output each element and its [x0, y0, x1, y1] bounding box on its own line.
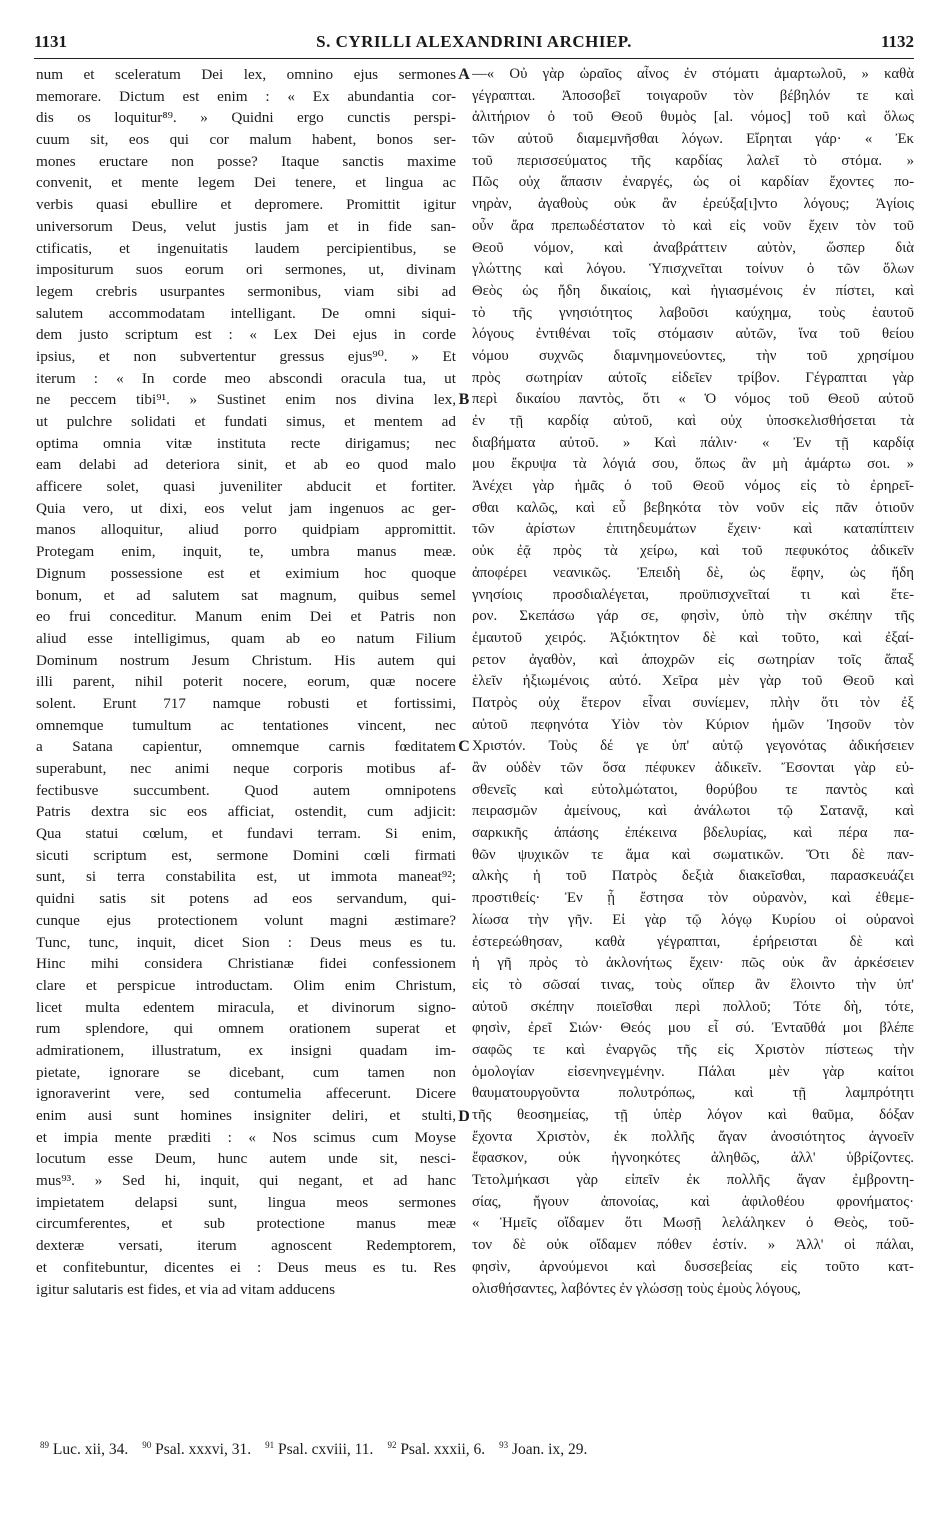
margin-marker-a: A [458, 66, 470, 83]
greek-text-line: φησὶν, ἐρεῖ Σιών· Θεός μου εἶ σύ. Ἐνταῦθά μοι βλέπε [472, 1020, 914, 1037]
footnote-reference: Luc. xii, 34. [52, 1441, 129, 1459]
greek-text-line: ἐστερεώθησαν, καθὰ γέγραπται, ἐρήρεισται δὲ καὶ [472, 933, 914, 950]
greek-text-line: τῆς θεοσημείας, τῇ ὑπὲρ λόγον καὶ θαῦμα, δόξαν [472, 1107, 914, 1123]
greek-text-line: περὶ δικαίου παντὸς, ὅτι « Ὁ νόμος τοῦ Θεοῦ αὐτοῦ [472, 391, 914, 408]
greek-text-line: Τετολμήκασι γὰρ εἰπεῖν ἐκ πολλῆς ἄγαν ἐμβροντη- [472, 1172, 914, 1189]
latin-text-line: eam delabi ad deteriora sinit, et ab eo quod malo [36, 456, 456, 474]
latin-text-line: salutem accommodatam intelligant. De omni siqui- [36, 304, 456, 322]
footnotes [40, 1440, 920, 1459]
latin-text-line: sicuti scriptum est, sermone Domini cœli firmati [36, 846, 456, 864]
greek-text-line: ἔχοντα Χριστὸν, ἐκ πολλῆς ἄγαν ἀνοσιότητος ἀγνοεῖν [472, 1128, 914, 1145]
greek-text-line: λόγους ἐντιθέναι τοῖς στόμασιν αὐτῶν, ἵνα τοῦ θείου [472, 326, 914, 343]
latin-text-line: iterum : « In corde meo abscondi oracula tua, ut [36, 369, 456, 387]
greek-text-line: ἑλεῖν ἠξιωμένοις αὐτό. Χεῖρα μὲν γὰρ τοῦ Θεοῦ καὶ [472, 673, 914, 690]
latin-text-line: eo frui conceditur. Manum enim Dei et Patris non [36, 608, 456, 626]
greek-column [472, 64, 914, 1300]
latin-text-line: omnemque tumultum ac tentationes vincent, nec [36, 716, 456, 734]
latin-text-line: Quia vero, ut dixi, eos velut jam ingenuos ac ger- [36, 499, 456, 517]
greek-text-line: Πῶς οὐχ ἅπασιν ἐναργές, ὡς οἱ καρδίαν ἔχοντες πο- [472, 174, 914, 191]
latin-text-line: afficere solet, quasi juveniliter abducit et fortiter. [36, 478, 456, 496]
greek-text-line: Χριστόν. Τοὺς δέ γε ὑπ' αὐτῷ γεγονότας ἀδικήσειεν [472, 738, 914, 755]
greek-text-line: νηρὰν, ἀγαθοὺς οὐκ ἂν ἐρεύξα[ι]ντο λόγους; Ἁγίοις [472, 196, 914, 213]
latin-text-line: cunque ejus protectionem volunt magni æstimare? [36, 911, 456, 929]
latin-text-line: dexteræ versati, iterum agnoscent Redemptorem, [36, 1237, 456, 1255]
footnote-reference: Psal. xxxii, 6. [400, 1441, 486, 1459]
greek-text-line: φησὶν, ἀρνούμενοι καὶ δυσσεβείας εἰς τοῦτο κατ- [472, 1258, 914, 1275]
footnote-number: 91 [265, 1440, 275, 1450]
latin-text-line: verbis quasi ebullire et depromere. Promittit igitur [36, 196, 456, 214]
latin-text-line: impietatem delapsi sunt, lingua meos sermones [36, 1193, 456, 1211]
greek-text-line: Θεὸς ὡς ἤδη δικαίοις, καὶ ἡγιασμένοις ἐν πίστει, καὶ [472, 282, 914, 299]
latin-text-line: licet multa edentem miracula, et divinorum signo- [36, 998, 456, 1016]
latin-text-line: dis os loquitur⁸⁹. » Quidni ergo cunctis perspi- [36, 109, 456, 127]
greek-text-line: ἔφασκον, οὐκ ἠγνοηκότες ἀληθῶς, ἀλλ' ὑβρίζοντες. [472, 1150, 914, 1167]
greek-text-line: τὸ τῆς γνησιότητος λαβοῦσι καύχημα, τοὺς ἑαυτοῦ [472, 304, 914, 321]
latin-text-line: circumferentes, et sub protectione manus meæ [36, 1215, 456, 1233]
greek-text-line: ἐμαυτοῦ χειρός. Ἀξιόκτητον δὲ καὶ τοῦτο, καὶ ἐξαί- [472, 629, 914, 646]
latin-text-line: ipsius, et non subvertentur gressus ejus⁹⁰. » Et [36, 347, 456, 365]
latin-text-line: enim ausi sunt homines insigniter deliri, et stulti, [36, 1107, 456, 1124]
latin-text-line: impositurum suos eorum ori sermones, ut, divinam [36, 261, 456, 279]
margin-marker-d: D [458, 1108, 470, 1125]
latin-text-line: solent. Erunt 717 namque robusti et fortissimi, [36, 694, 456, 712]
latin-text-line: et impia mente præditi : « Nos scimus cum Moyse [36, 1128, 456, 1146]
greek-text-line: ρετον ἀγαθὸν, καὶ ἀποχρῶν εἰς σωτηρίαν τοῖς ἅπαξ [472, 651, 914, 668]
greek-text-line: ἀλιτήριον ὁ τοῦ Θεοῦ θυμὸς [al. νόμος] τοῦ καὶ ὅλως [472, 109, 914, 126]
greek-text-line: Πατρὸς οὐχ ἕτερον εἶναι συνίεμεν, πλὴν ὅτι τὸν ἐξ [472, 694, 914, 711]
left-page-number: 1131 [34, 32, 68, 51]
footnote-number: 93 [499, 1440, 509, 1450]
greek-text-line: γλώττης καὶ λόγου. Ὑπισχνεῖται τοίνυν ὁ τῶν ὅλων [472, 261, 914, 278]
latin-text-line: quidni satis sit potens ad eos servandum, qui- [36, 890, 456, 908]
greek-text-line: ἂν οὐδὲν τῶν ὅσα πέφυκεν ἀδικεῖν. Ἔσονται γὰρ εὐ- [472, 760, 914, 776]
latin-text-line: Hinc mihi considera Christianæ fidei confessionem [36, 955, 456, 973]
latin-text-line: manos alloquitur, aliud porro quidpiam appromittit. [36, 521, 456, 539]
greek-text-line: Ἀνέχει γὰρ ἡμᾶς ὁ τοῦ Θεοῦ νόμος εἰς τὸ ἐρηρεῖ- [472, 478, 914, 495]
latin-text-line: legem crebris usurpantes sermonibus, viam sibi ad [36, 282, 456, 300]
running-title: S. CYRILLI ALEXANDRINI ARCHIEP. [316, 32, 632, 51]
latin-text-line: Dignum possessione est et eximium hoc quoque [36, 564, 456, 582]
latin-text-line: locutum esse Deum, hunc autem unde sit, nesci- [36, 1150, 456, 1168]
greek-text-line: μου ἔκρυψα τὰ λόγιά σου, ὅπως ἂν μὴ ἁμάρτω σοι. » [472, 456, 914, 473]
latin-text-line: memorare. Dictum est enim : « Ex abundantia cor- [36, 87, 456, 105]
greek-text-line: Θεοῦ νόμον, καὶ ἀναβράττειν αὐτὸν, ὥσπερ διὰ [472, 239, 914, 256]
footnote [499, 1441, 587, 1458]
footnote [387, 1441, 485, 1458]
footnote-number: 90 [142, 1440, 152, 1450]
latin-text-line: illi parent, nihil poterit nocere, eorum, quæ nocere [36, 673, 456, 691]
greek-text-line: « Ἡμεῖς οἴδαμεν ὅτι Μωσῇ λελάληκεν ὁ Θεὸς, τοῦ- [472, 1215, 914, 1232]
greek-text-line: θαυματουργοῦντα πολυτρόπως, καὶ τῇ λαμπρότητι [472, 1085, 914, 1102]
greek-text-line: αὐτοῦ πεφηνότα Υἱὸν τὸν Κύριον ἡμῶν Ἰησοῦν τὸν [472, 716, 914, 733]
latin-text-line: convenit, et mente legem Dei tenere, et lingua ac [36, 174, 456, 192]
latin-column [36, 64, 456, 1300]
latin-text-line: Dominum nostrum Jesum Christum. His autem qui [36, 651, 456, 669]
latin-text-line: Protegam enim, inquit, te, umbra manus meæ. [36, 543, 456, 561]
footnote-reference: Joan. ix, 29. [512, 1441, 588, 1459]
latin-text-line: optima omnia vitæ instituta recte dirigamus; nec [36, 434, 456, 452]
greek-text-line: —« Οὐ γὰρ ὡραῖος αἶνος ἐν στόματι ἁμαρτωλοῦ, » καθὰ [472, 66, 914, 82]
latin-text-line: Patris dextra sic eos afficiat, ostendit, cum adjicit: [36, 803, 456, 821]
greek-text-line: σθαι καλῶς, καὶ εὖ βεβηκότα τὸν νοῦν εἰς πᾶν ὁτιοῦν [472, 499, 914, 516]
footnote-reference: Psal. xxxvi, 31. [155, 1441, 252, 1459]
footnote-number: 92 [387, 1440, 397, 1450]
right-page-number: 1132 [880, 32, 914, 51]
greek-text-line: σίας, ἤγουν ἀπονοίας, καὶ ἀφιλοθέου φρονήματος· [472, 1193, 914, 1210]
greek-text-line: ἡ γῆ πρὸς τὸ ἀκλονήτως ἔχειν· πῶς οὐκ ἂν ἀρκέσειεν [472, 955, 914, 972]
greek-text-line: σαρκικῆς ἁπάσης ἐπέκεινα βδελυρίας, καὶ πέρα πα- [472, 825, 914, 842]
latin-text-line: bonum, et ad salutem sat magnum, quibus semel [36, 586, 456, 604]
greek-text-line: προστιθείς· Ἐν ᾗ ἔστησα τὸν οὐρανὸν, καὶ ἐθεμε- [472, 890, 914, 907]
footnote-reference: Psal. cxviii, 11. [278, 1441, 374, 1459]
latin-text-line: ut pulchre solidati et fundati simus, et mentem ad [36, 413, 456, 430]
latin-text-line: rum splendore, qui omnem orationem superat et [36, 1020, 456, 1038]
latin-text-line: num et sceleratum Dei lex, omnino ejus sermones [36, 66, 456, 83]
greek-text-line: αλκὴς ἡ τοῦ Πατρὸς δεξιὰ διακεῖσθαι, παρασκευάζει [472, 868, 914, 885]
greek-text-line: αὐτοῦ σκέπην ποιεῖσθαι περὶ πολλοῦ; Τότε δὴ, τότε, [472, 998, 914, 1015]
greek-text-line: πρὸς σωτηρίαν αὐτοῖς εἰδεῖεν τρίβον. Γέγραπται γὰρ [472, 369, 914, 386]
latin-text-line: aliud esse intelligimus, quam ab eo natum Filium [36, 629, 456, 647]
latin-text-line: dem justo scriptum est : « Lex Dei ejus in corde [36, 326, 456, 344]
greek-text-line: οὖν ἄρα πρεπωδέστατον τὸ καὶ εἰς νοῦν ἔχειν τὸν τοῦ [472, 217, 914, 234]
footnote-number: 89 [40, 1440, 49, 1450]
footnote [265, 1441, 373, 1458]
greek-text-line: ολισθήσαντες, λαβόντες ἐν γλώσσῃ τοὺς ἐμοὺς λόγους, [472, 1280, 801, 1297]
greek-text-line: θῶν ψυχικῶν τε ἅμα καὶ σωματικῶν. Ὅτι δὲ παν- [472, 846, 914, 863]
greek-text-line: σαφῶς τε καὶ ἐναργῶς τῆς εἰς Χριστὸν πίστεως τὴν [472, 1041, 914, 1058]
latin-text-line: ne peccem tibi⁹¹. » Sustinet enim nos divina lex, [36, 391, 456, 409]
greek-text-line: εἰς τὸ σῶσαί τινας, τοὺς οἵπερ ἂν ἕλοιντο τὴν ὑπ' [472, 976, 914, 993]
greek-text-line: τῶν αὐτοῦ διαμεμνῆσθαι λόγων. Εἴρηται γάρ· « Ἐκ [472, 131, 914, 148]
latin-text-line: superabunt, nec animi neque corporis motibus af- [36, 760, 456, 777]
latin-text-line: ctificatis, et ingenuitatis laudem percipientibus, se [36, 239, 456, 257]
latin-text-line: pietate, ignorare se dicebant, cum tamen non [36, 1063, 456, 1081]
latin-text-line: a Satana capientur, omnemque carnis fœditatem [36, 738, 456, 756]
greek-text-line: οὐκ ἐᾷ πρὸς τὰ χείρω, καὶ τοῦ πεφυκότος ἀδικεῖν [472, 543, 914, 560]
greek-text-line: τον δὲ οὐκ οἴδαμεν πόθεν ἐστίν. » Ἀλλ' οἱ πάλαι, [472, 1237, 914, 1254]
margin-marker-b: B [458, 391, 470, 408]
greek-text-line: διαβήματα αὐτοῦ. » Καὶ πάλιν· « Ἐν τῇ καρδίᾳ [472, 434, 914, 451]
latin-text-line: admirationem, illustratum, ex insigni quadam im- [36, 1041, 456, 1059]
footnote [142, 1441, 251, 1458]
latin-text-line: mus⁹³. » Sed hi, inquit, qui negant, et ad hanc [36, 1172, 456, 1190]
greek-text-line: λίωσα τὴν γῆν. Εἰ γὰρ τῷ λόγῳ Κυρίου οἱ οὐρανοὶ [472, 911, 914, 928]
latin-text-line: fectibusve succumbent. Quod autem omnipotens [36, 781, 456, 799]
latin-text-line: igitur salutaris est fides, et via ad vitam adducens [36, 1280, 336, 1298]
greek-text-line: γέγραπται. Ἀποσοβεῖ τοιγαροῦν τὸν βέβηλόν τε καὶ [472, 87, 914, 104]
latin-text-line: et confitebuntur, dicentes ei : Deus meus es tu. Res [36, 1258, 456, 1276]
latin-text-line: Tunc, tunc, inquit, dicet Sion : Deus meus es tu. [36, 933, 456, 951]
latin-text-line: universorum Deus, velut justis jam et in fide san- [36, 217, 456, 235]
greek-text-line: τοῦ περισσεύματος τῆς καρδίας λαλεῖ τὸ στόμα. » [472, 152, 914, 169]
greek-text-line: ὁμολογίαν εἰσενηνεγμένην. Πάλαι μὲν γὰρ καίτοι [472, 1063, 914, 1080]
greek-text-line: τῶν ἀρίστων ἐπιτηδευμάτων ἔχειν· καὶ καταπίπτειν [472, 521, 914, 538]
latin-text-line: clare et perspicue introductam. Olim enim Christum, [36, 976, 456, 994]
latin-text-line: mones eructare non posse? Itaque sanctis maxime [36, 152, 456, 170]
greek-text-line: ἀποφέρει νεανικῶς. Ἐπειδὴ δὲ, ὡς ἔφην, ὡς ἤδη [472, 564, 914, 581]
greek-text-line: πειρασμῶν ἀμείνους, καὶ ἀνάλωτοι τῷ Σατανᾷ, καὶ [472, 803, 914, 820]
greek-text-line: ρον. Σκεπάσω γάρ σε, φησὶν, ὑπὸ τὴν σκέπην τῆς [472, 608, 914, 625]
greek-text-line: νόμου συχνῶς διαμνημονεύοντες, τὴν τοῦ χρησίμου [472, 347, 914, 364]
latin-text-line: ignoraverint vere, sed contumelia affecerunt. Dicere [36, 1085, 456, 1103]
footnote [40, 1441, 128, 1458]
latin-text-line: sunt, si terra constabilita est, ut immota maneat⁹²; [36, 868, 456, 886]
greek-text-line: σθενεῖς καὶ εὐτολμώτατοι, θορύβου τε παντὸς καὶ [472, 781, 914, 798]
page-header [34, 28, 914, 59]
latin-text-line: Qua statui cœlum, et fundavi terram. Si enim, [36, 825, 456, 843]
greek-text-line: γνησίοις προσδιαλέγεται, προϋπισχνεῖταί τι καὶ ἕτε- [472, 586, 914, 603]
latin-text-line: cuum sit, eos qui cor malum habent, bonos ser- [36, 131, 456, 149]
greek-text-line: ἐν τῇ καρδίᾳ αὐτοῦ, καὶ οὐχ ὑποσκελισθήσεται τὰ [472, 413, 914, 429]
margin-marker-c: C [458, 738, 470, 755]
